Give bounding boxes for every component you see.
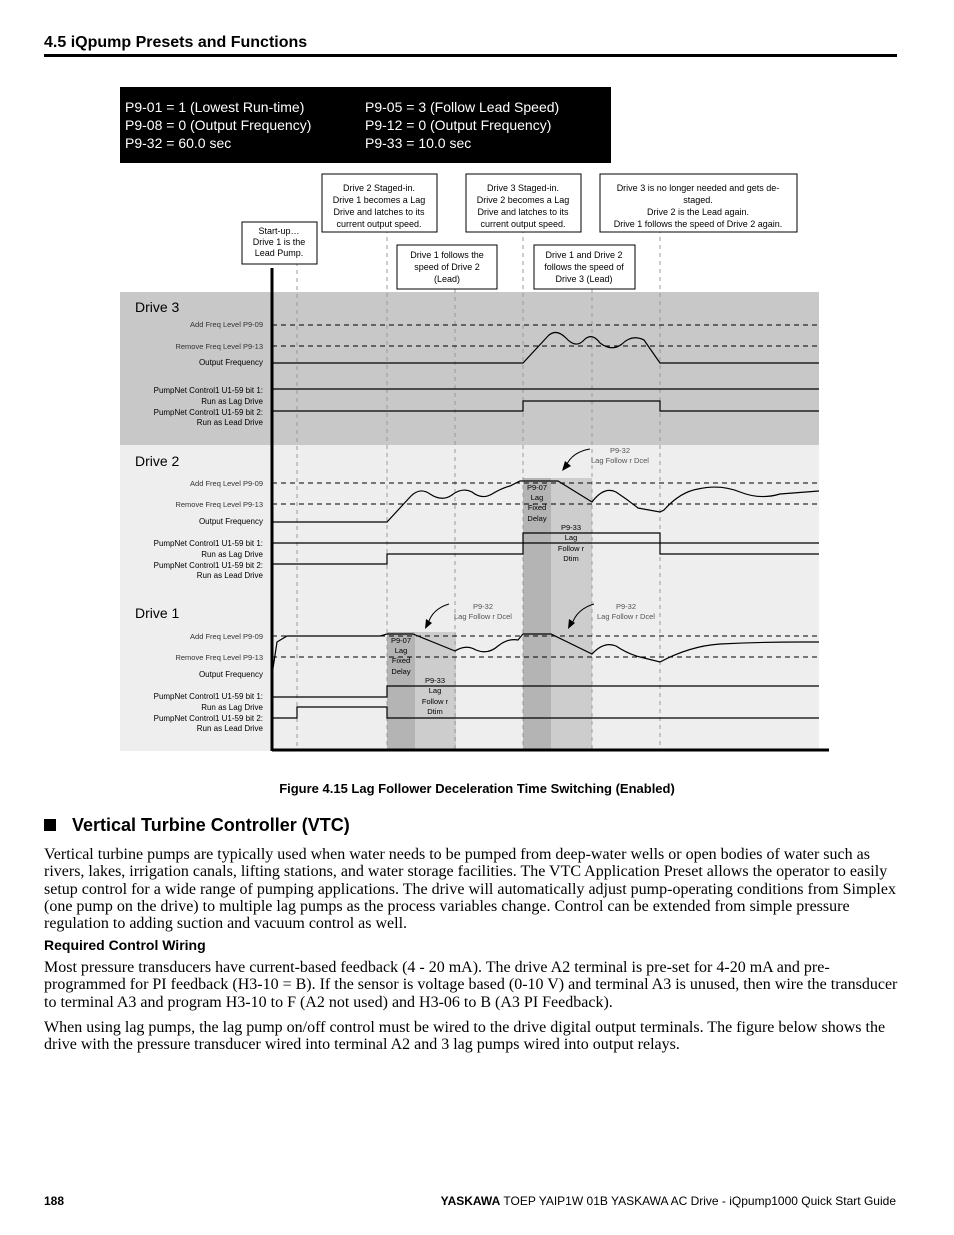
d2-p907-3: Fixed <box>527 503 547 512</box>
vtc-heading-text: Vertical Turbine Controller (VTC) <box>72 815 350 835</box>
drive1-bit1-label-2: Run as Lag Drive <box>201 703 263 712</box>
drive3-title: Drive 3 <box>135 299 180 315</box>
drive2-staged-line-4: current output speed. <box>336 219 422 229</box>
footer-brand: YASKAWA <box>440 1194 501 1208</box>
drive2-staged-line-3: Drive and latches to its <box>333 207 425 217</box>
d1-p933-4: Dtim <box>427 707 443 716</box>
d2-p932-2: Lag Follow r Dcel <box>591 456 649 465</box>
drive2-bit2-label-2: Run as Lead Drive <box>196 571 263 580</box>
drive1-bit2-label-1: PumpNet Control1 U1-59 bit 2: <box>153 714 263 723</box>
drive1-title: Drive 1 <box>135 605 180 621</box>
d2-p933-4: Dtim <box>563 554 579 563</box>
drive3-destage-line-4: Drive 1 follows the speed of Drive 2 again. <box>613 219 783 229</box>
drive2-bit2-label-1: PumpNet Control1 U1-59 bit 2: <box>153 561 263 570</box>
param-left-1: P9-01 = 1 (Lowest Run-time) <box>125 99 305 115</box>
page-number: 188 <box>44 1194 65 1208</box>
wiring-paragraph-2: When using lag pumps, the lag pump on/off control must be wired to the drive digital output terminals. The figure below shows the drive with the pressure transducer wired into terminal A2 and 3 lag pumps wired into output relays. <box>44 1019 886 1054</box>
drive3-destage-line-3: Drive 2 is the Lead again. <box>646 207 750 217</box>
param-left-2: P9-08 = 0 (Output Frequency) <box>125 117 312 133</box>
footer-doc <box>441 1194 896 1208</box>
d2-p907-1: P9-07 <box>526 483 548 492</box>
drive12-follow-line-1: Drive 1 and Drive 2 <box>545 250 623 260</box>
wiring-subheading: Required Control Wiring <box>44 937 206 953</box>
param-right-2: P9-12 = 0 (Output Frequency) <box>365 117 552 133</box>
d1-p907-3: Fixed <box>391 656 411 665</box>
d2-p933-3: Follow r <box>557 544 585 553</box>
drive1-follows-line-1: Drive 1 follows the <box>410 250 484 260</box>
drive1-follows-line-2: speed of Drive 2 <box>414 262 480 272</box>
d2-p933-2: Lag <box>564 533 578 542</box>
d1a-p932-2: Lag Follow r Dcel <box>454 612 512 621</box>
drive3-output-label: Output Frequency <box>198 358 263 367</box>
footer-doc-title: TOEP YAIP1W 01B YASKAWA AC Drive - iQpump1000 Quick Start Guide <box>503 1194 896 1208</box>
d2-p907-2: Lag <box>530 493 544 502</box>
drive3-add-label: Add Freq Level P9-09 <box>190 320 263 329</box>
drive1-remove-label: Remove Freq Level P9-13 <box>175 653 263 662</box>
drive1-bit1-label-1: PumpNet Control1 U1-59 bit 1: <box>153 692 263 701</box>
d1a-p932-1: P9-32 <box>472 602 494 611</box>
drive3-staged-line-3: Drive and latches to its <box>477 207 569 217</box>
vtc-heading <box>44 815 350 836</box>
bullet-square <box>44 819 56 831</box>
drive2-add-label: Add Freq Level P9-09 <box>190 479 263 488</box>
drive2-remove-label: Remove Freq Level P9-13 <box>175 500 263 509</box>
drive2-staged-line-1: Drive 2 Staged-in. <box>342 183 416 193</box>
d1b-p932-2: Lag Follow r Dcel <box>597 612 655 621</box>
d2-p907-4: Delay <box>527 514 547 523</box>
startup-line-2: Drive 1 is the <box>252 237 306 247</box>
d2-p933-1: P9-33 <box>560 523 582 532</box>
drive2-staged-line-2: Drive 1 becomes a Lag <box>332 195 426 205</box>
drive3-staged-line-1: Drive 3 Staged-in. <box>486 183 560 193</box>
drive1-output-label: Output Frequency <box>198 670 263 679</box>
drive3-bit2-label-2: Run as Lead Drive <box>196 418 263 427</box>
d2-follow-dtim-region <box>551 478 592 750</box>
param-left-3: P9-32 = 60.0 sec <box>125 135 232 151</box>
drive12-follow-line-3: Drive 3 (Lead) <box>555 274 613 284</box>
drive2-title: Drive 2 <box>135 453 180 469</box>
drive1-add-label: Add Freq Level P9-09 <box>190 632 263 641</box>
param-right-1: P9-05 = 3 (Follow Lead Speed) <box>365 99 560 115</box>
startup-line-1: Start-up… <box>258 226 300 236</box>
drive3-staged-line-2: Drive 2 becomes a Lag <box>476 195 570 205</box>
d1-p933-2: Lag <box>428 686 442 695</box>
drive3-destage-line-1: Drive 3 is no longer needed and gets de- <box>616 183 780 193</box>
d1-p907-1: P9-07 <box>390 636 412 645</box>
drive3-destage-line-2: staged. <box>683 195 713 205</box>
wiring-paragraph-1: Most pressure transducers have current-based feedback (4 - 20 mA). The drive A2 terminal is pre-set for 4-20 mA and pre-programmed for PI feedback (H3-10 = B). If the sensor is voltage based (0-10 V) and terminal A3 is unused, then wire the transducer to terminal A3 and program H3-10 to F (A2 not used) and H3-06 to B (A3 PI Feedback). <box>44 959 898 1011</box>
d1-p907-2: Lag <box>394 646 408 655</box>
drive3-bit1-label-2: Run as Lag Drive <box>201 397 263 406</box>
drive3-remove-label: Remove Freq Level P9-13 <box>175 342 263 351</box>
drive2-output-label: Output Frequency <box>198 517 263 526</box>
drive1-bit2-label-2: Run as Lead Drive <box>196 724 263 733</box>
figure-caption: Figure 4.15 Lag Follower Deceleration Time Switching (Enabled) <box>279 781 675 796</box>
param-right-3: P9-33 = 10.0 sec <box>365 135 472 151</box>
startup-line-3: Lead Pump. <box>254 248 304 258</box>
section-header: 4.5 iQpump Presets and Functions <box>44 34 308 51</box>
d1b-p932-1: P9-32 <box>615 602 637 611</box>
drive12-follow-line-2: follows the speed of <box>544 262 624 272</box>
d1-p933-1: P9-33 <box>424 676 446 685</box>
d1-p933-3: Follow r <box>421 697 449 706</box>
drive1-follows-line-3: (Lead) <box>433 274 461 284</box>
d1-p907-4: Delay <box>391 667 411 676</box>
drive3-bit2-label-1: PumpNet Control1 U1-59 bit 2: <box>153 408 263 417</box>
d2-p932-1: P9-32 <box>609 446 631 455</box>
drive3-bit1-label-1: PumpNet Control1 U1-59 bit 1: <box>153 386 263 395</box>
drive2-bit1-label-2: Run as Lag Drive <box>201 550 263 559</box>
drive2-bit1-label-1: PumpNet Control1 U1-59 bit 1: <box>153 539 263 548</box>
vtc-paragraph-1: Vertical turbine pumps are typically used when water needs to be pumped from deep-water wells or open bodies of water such as rivers, lakes, irrigation canals, lifting stations, and water storage facilities. The VTC Application Preset allows the operator to easily setup control for a wide range of pumping applications. The drive will automatically adjust pump-operating conditions from Simplex (one pump on the drive) to multiple lag pumps as the process variables change. Control can be extended from simple pressure regulation to adding suction and vacuum control as well. <box>44 846 896 933</box>
drive3-staged-line-4: current output speed. <box>480 219 566 229</box>
